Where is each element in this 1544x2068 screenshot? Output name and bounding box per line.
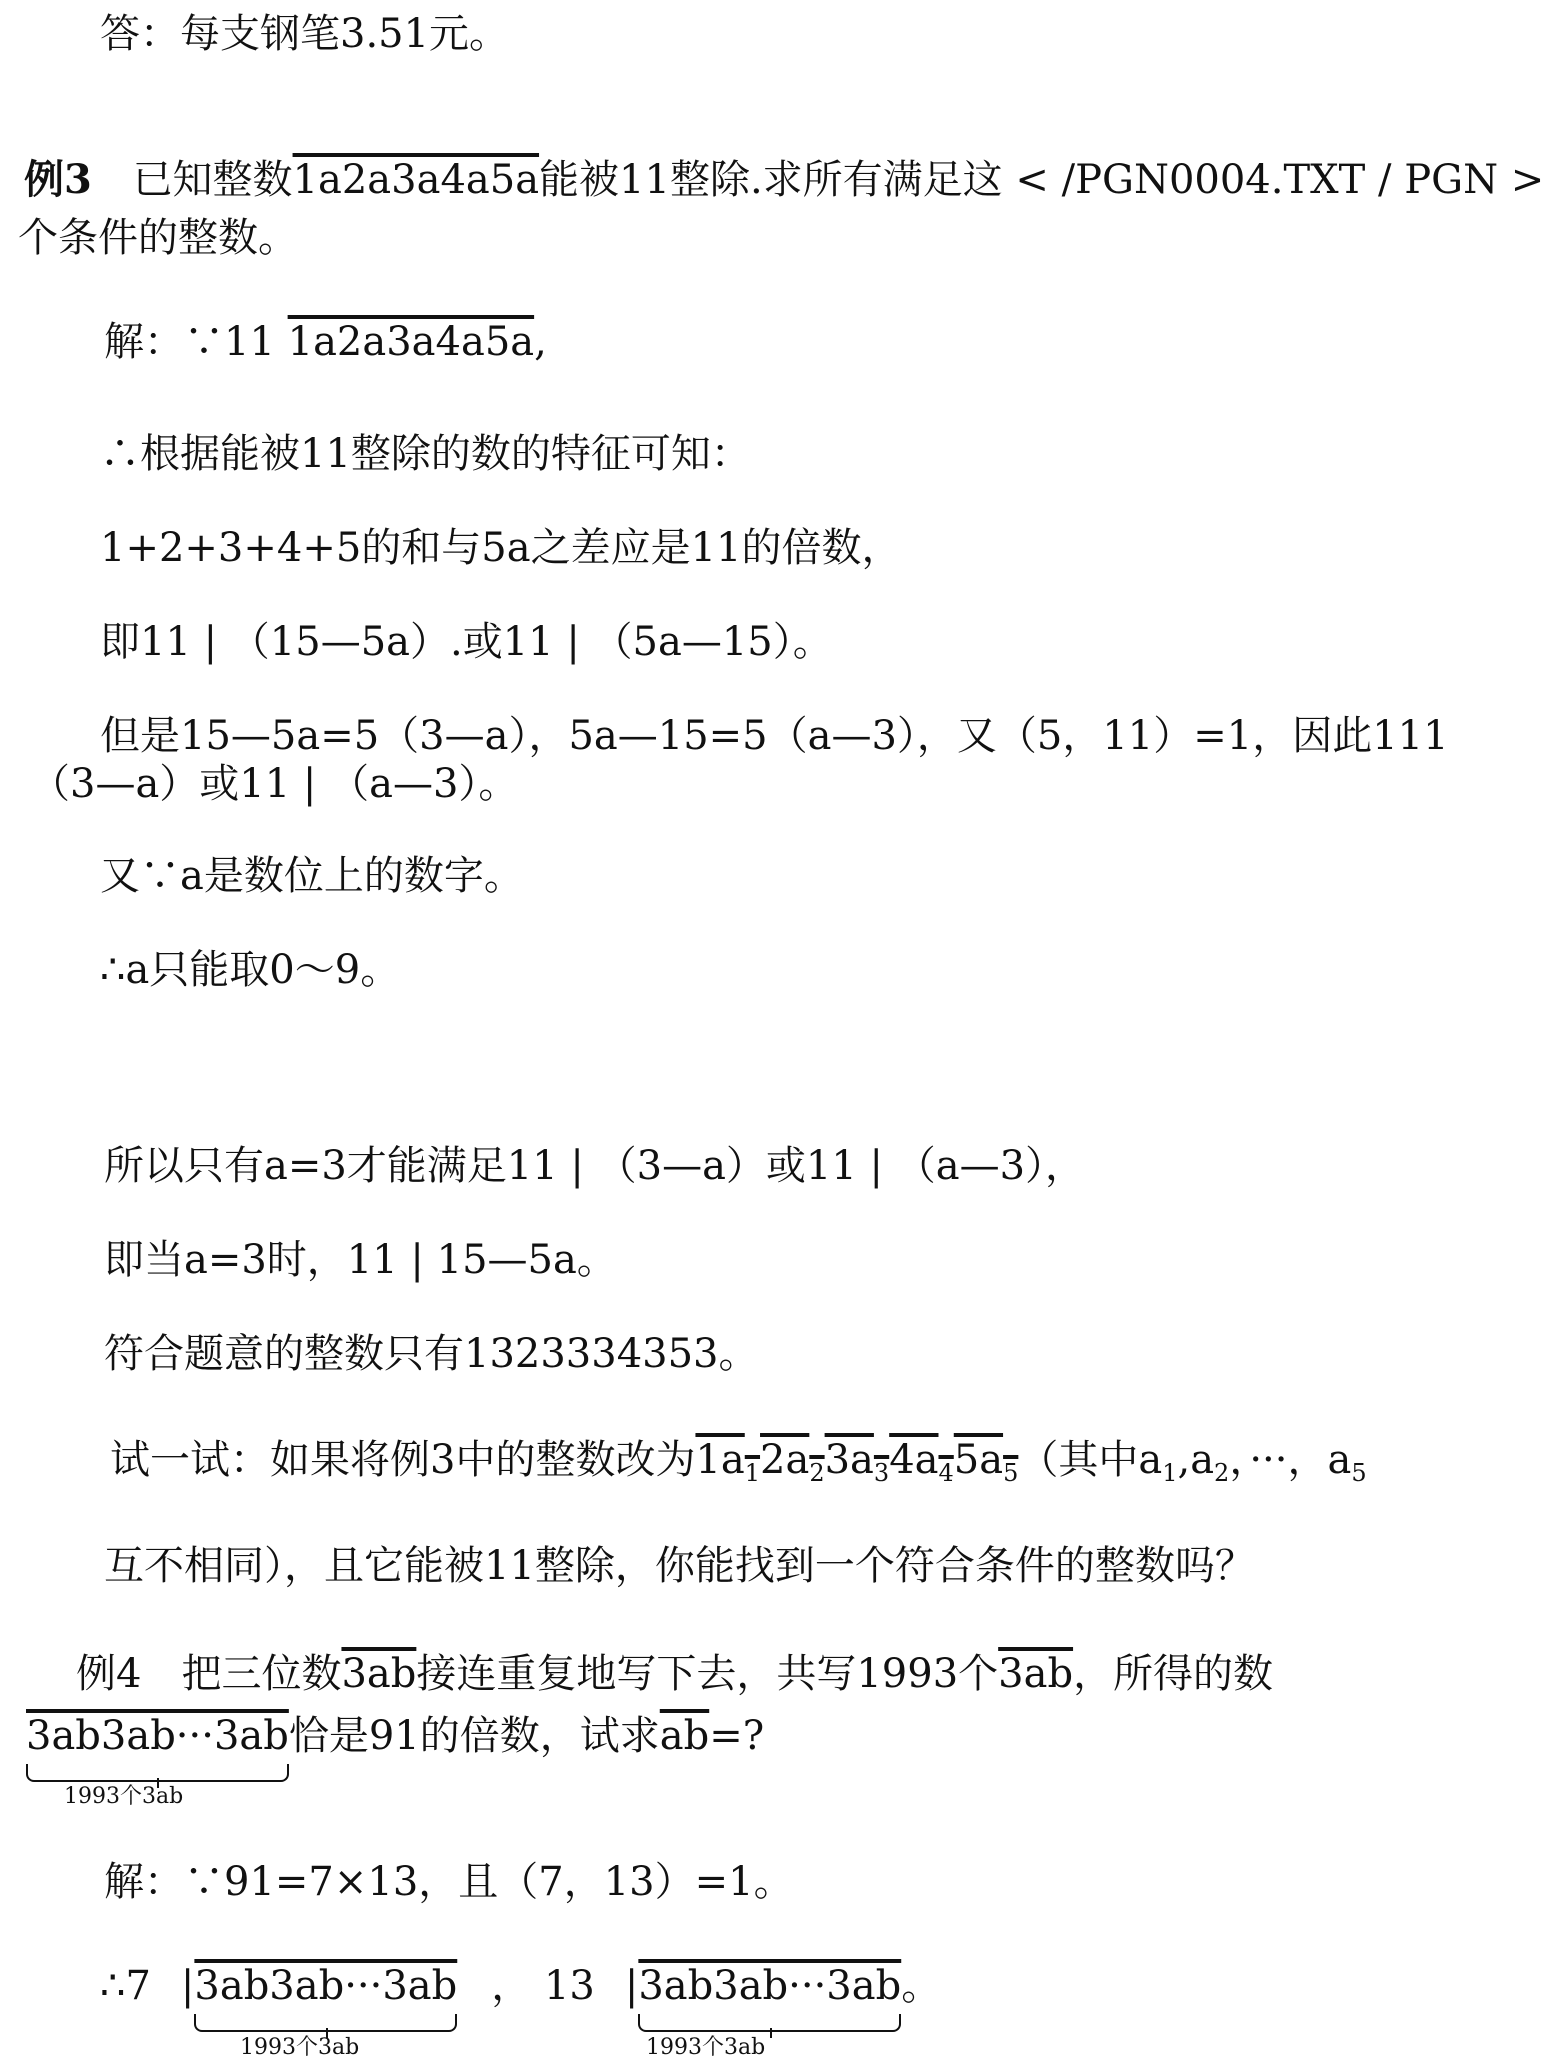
- line-1: [100, 428, 751, 480]
- line-4: [100, 710, 1449, 762]
- example4-line2: [26, 1710, 764, 1762]
- example4-3ab-2: 3ab: [998, 1651, 1074, 1697]
- example3-text-rest: 能被11整除.求所有满足这 < /PGN0004.TXT / PGN >: [539, 157, 1544, 203]
- try-number: $1a_12a_23a_34a_45a_5$: [695, 1437, 1019, 1487]
- repeat-number-3: 3ab3ab···3ab: [638, 1963, 902, 2009]
- try-tail: 互不相同），且它能被11整除，你能找到一个符合条件的整数吗？: [104, 1543, 1255, 1589]
- try-sub-5: 5: [1351, 1459, 1367, 1487]
- line-8-text: 即当a=3时，11 | 15—5a。: [104, 1237, 617, 1283]
- try-sub-1: 1: [1162, 1459, 1178, 1487]
- example4-prefix: 例4 把三位数: [76, 1651, 342, 1697]
- example4-end: =?: [709, 1713, 765, 1759]
- solution-comma: ,: [534, 319, 547, 365]
- line-8: [104, 1234, 617, 1286]
- underbrace-tip-3: [770, 2028, 772, 2038]
- try-suffix: （其中a: [1018, 1437, 1163, 1483]
- solution-prefix: 解：∵11: [104, 319, 288, 365]
- brace-label-2: 1993个3ab: [240, 2035, 360, 2060]
- line-3-text: 即11 | （15—5a）.或11 | （5a—15）。: [100, 619, 833, 665]
- example4-line: [76, 1648, 1273, 1700]
- sol4-end: 。: [901, 1963, 942, 2009]
- line-7: [104, 1140, 1085, 1192]
- line-9-text: 符合题意的整数只有1323334353。: [104, 1331, 759, 1377]
- repeat-group-3: [638, 1960, 901, 2012]
- solution-number: 1a2a3a4a5a: [287, 319, 535, 365]
- try-line2: [104, 1540, 1255, 1592]
- line-5: [100, 850, 524, 902]
- sol4-line: [104, 1856, 794, 1908]
- example4-mid: 接连重复地写下去，共写1993个: [416, 1651, 999, 1697]
- line-6: [100, 944, 400, 996]
- example4-suffix: ，所得的数: [1073, 1651, 1274, 1697]
- brace-label-1: 1993个3ab: [64, 1784, 184, 1809]
- line-1-text: ∴根据能被11整除的数的特征可知：: [100, 431, 751, 477]
- line-4b-text: （3—a）或11 | （a—3）。: [30, 761, 519, 807]
- example3-line2: [18, 212, 298, 264]
- repeat-group: [26, 1710, 289, 1762]
- solution-line: [104, 316, 547, 368]
- line-2-text: 1+2+3+4+5的和与5a之差应是11的倍数，: [100, 525, 902, 571]
- line-6-text: ∴a只能取0～9。: [100, 947, 401, 993]
- line-2: [100, 522, 902, 574]
- line-7-text: 所以只有a=3才能满足11 | （3—a）或11 | （a—3），: [104, 1143, 1086, 1189]
- try-prefix: 试一试：如果将例3中的整数改为: [110, 1437, 696, 1483]
- example3-label: 例3: [24, 156, 92, 203]
- line-9: [104, 1328, 759, 1380]
- try-line: 试一试：如果将例3中的整数改为$1a_12a_23a_34a_45a_5$（其中$a_1,a_2$，···，$a_5$: [110, 1437, 1367, 1487]
- sol4-mid: ， 13: [491, 1963, 595, 2009]
- example3-line: [24, 154, 1544, 206]
- sol4-prefix: ∴7: [100, 1963, 151, 2009]
- example4-rest: 恰是91的倍数，试求: [288, 1713, 660, 1759]
- example4-3ab: 3ab: [341, 1651, 417, 1697]
- repeat-group-2: [194, 1960, 457, 2012]
- line-4-text: 但是15—5a=5（3—a），5a—15=5（a—3），又（5，11）=1，因此111: [100, 713, 1449, 759]
- repeat-number-2: 3ab3ab···3ab: [194, 1963, 458, 2009]
- answer-text: 答：每支钢笔3.51元。: [100, 11, 510, 57]
- brace-label-3: 1993个3ab: [646, 2035, 766, 2060]
- example3-number: 1a2a3a4a5a: [292, 157, 540, 203]
- answer-line: [100, 8, 509, 60]
- example3-text-line2: 个条件的整数。: [18, 215, 298, 261]
- example4-ab: $\overline{ab}$: [659, 1713, 710, 1759]
- line-5-text: 又∵a是数位上的数字。: [100, 853, 524, 899]
- line-4b: [30, 758, 518, 810]
- sol4-line2: ∴7 |3ab3ab···3ab ， 13 |3ab3ab···3ab 。: [100, 1960, 941, 2012]
- example3-text: 已知整数: [132, 157, 293, 203]
- repeat-number: 3ab3ab···3ab: [26, 1713, 289, 1759]
- line-3: [100, 616, 833, 668]
- sol4-text: 解：∵91=7×13，且（7，13）=1。: [104, 1859, 794, 1905]
- try-sub-2: 2: [1214, 1459, 1230, 1487]
